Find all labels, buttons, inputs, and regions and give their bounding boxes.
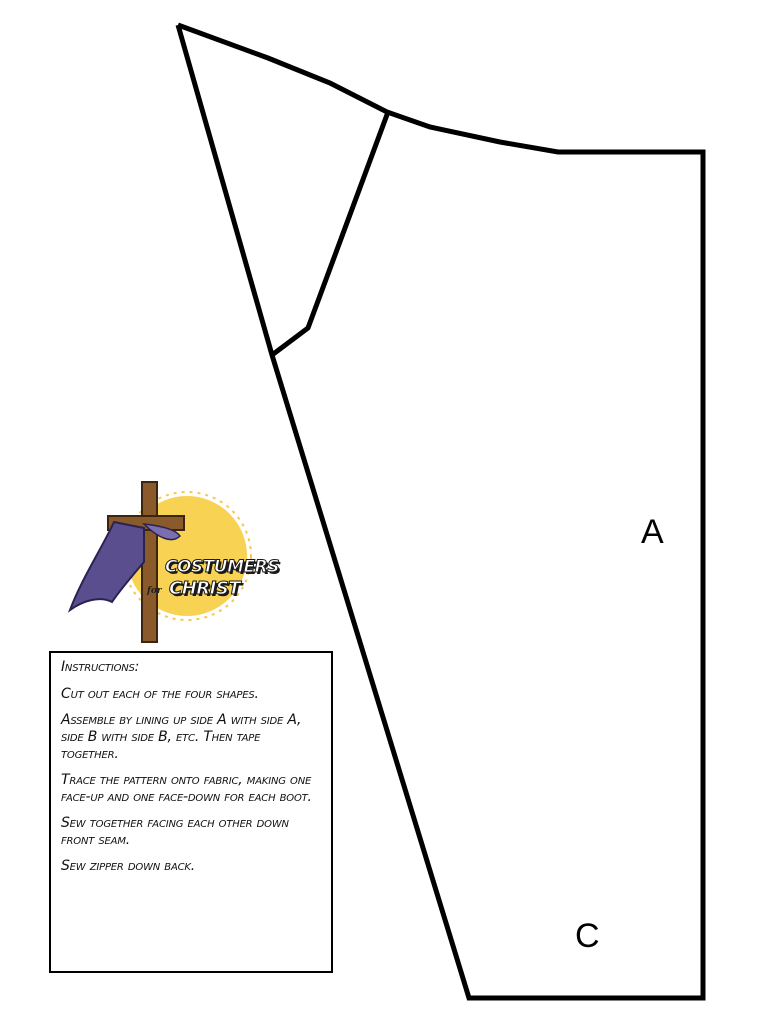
costumers-for-christ-logo xyxy=(62,478,277,646)
logo-cloth xyxy=(70,522,144,610)
instructions-box xyxy=(49,651,333,973)
side-a-label: A xyxy=(641,513,664,551)
instruction-step: Sew together facing each other down front seam. xyxy=(61,815,289,848)
instruction-step: Trace the pattern onto fabric, making one face-up and one face-down for each boot. xyxy=(61,772,312,805)
instructions-title: Instructions: xyxy=(61,659,140,675)
logo-text-costumers: COSTUMERS xyxy=(165,557,279,577)
instruction-step: Sew zipper down back. xyxy=(61,858,196,874)
logo-text-christ: CHRIST xyxy=(169,578,241,599)
logo-text-for: for xyxy=(147,586,162,596)
instruction-step: Assemble by lining up side A with side A, side B with side B, etc. Then tape together. xyxy=(61,712,302,762)
dart-line xyxy=(272,112,388,355)
side-c-label: C xyxy=(575,917,600,955)
instruction-step: Cut out each of the four shapes. xyxy=(61,686,259,702)
